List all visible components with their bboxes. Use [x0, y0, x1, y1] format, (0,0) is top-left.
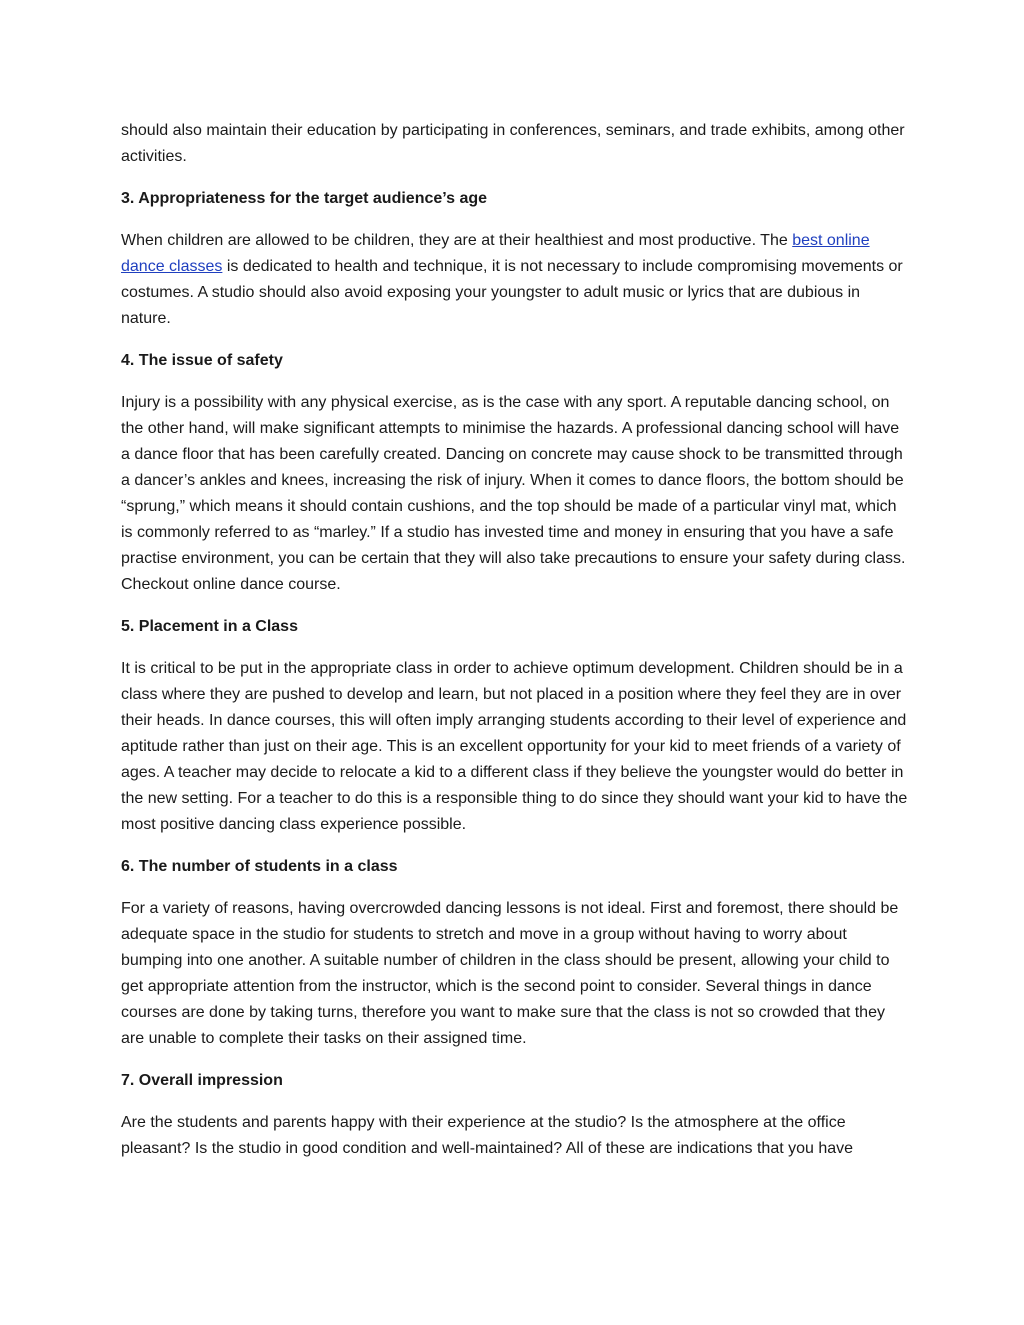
section-6-heading: 6. The number of students in a class: [121, 858, 398, 875]
document-page: [121, 118, 911, 1178]
section-3-text-after-link: is dedicated to health and technique, it is not necessary to include compromising movements or costumes. A studio should also avoid exposing your youngster to adult music or lyrics that are dubious in nature.: [121, 258, 903, 327]
section-7-paragraph: Are the students and parents happy with their experience at the studio? Is the atmosphere at the office pleasant? Is the studio in good condition and well-maintained? All of these are indications that you have: [121, 1114, 854, 1157]
intro-paragraph: should also maintain their education by participating in conferences, seminars, and trade exhibits, among other activities.: [121, 122, 905, 165]
section-4-heading: 4. The issue of safety: [121, 352, 283, 369]
best-online-dance-classes-link[interactable]: best online dance classes: [121, 232, 870, 275]
section-3-heading: 3. Appropriateness for the target audience’s age: [121, 190, 488, 207]
section-6-paragraph: For a variety of reasons, having overcrowded dancing lessons is not ideal. First and foremost, there should be adequate space in the studio for students to stretch and move in a group without having to worry about bumping into one another. A suitable number of children in the class should be present, allowing your child to get appropriate attention from the instructor, which is the second point to consider. Several things in dance courses are done by taking turns, therefore you want to make sure that the class is not so crowded that they are unable to complete their tasks on their assigned time.: [121, 900, 899, 1047]
section-3-text-before-link: When children are allowed to be children, they are at their healthiest and most productive. The: [121, 232, 793, 249]
section-3-paragraph: [121, 228, 911, 332]
section-5-heading: 5. Placement in a Class: [121, 618, 298, 635]
section-4-paragraph: Injury is a possibility with any physical exercise, as is the case with any sport. A reputable dancing school, on the other hand, will make significant attempts to minimise the hazards. A professional dancing school will have a dance floor that has been carefully created. Dancing on concrete may cause shock to be transmitted through a dancer’s ankles and knees, increasing the risk of injury. When it comes to dance floors, the bottom should be “sprung,” which means it should contain cushions, and the top should be made of a particular vinyl mat, which is commonly referred to as “marley.” If a studio has invested time and money in ensuring that you have a safe practise environment, you can be certain that they will also take precautions to ensure your safety during class. Checkout online dance course.: [121, 394, 906, 593]
section-7-heading: 7. Overall impression: [121, 1072, 283, 1089]
section-5-paragraph: It is critical to be put in the appropriate class in order to achieve optimum development. Children should be in a class where they are pushed to develop and learn, but not placed in a position where they feel they are in over their heads. In dance courses, this will often imply arranging students according to their level of experience and aptitude rather than just on their age. This is an excellent opportunity for your kid to meet friends of a variety of ages. A teacher may decide to relocate a kid to a different class if they believe the youngster would do better in the new setting. For a teacher to do this is a responsible thing to do since they should want your kid to have the most positive dancing class experience possible.: [121, 660, 908, 833]
